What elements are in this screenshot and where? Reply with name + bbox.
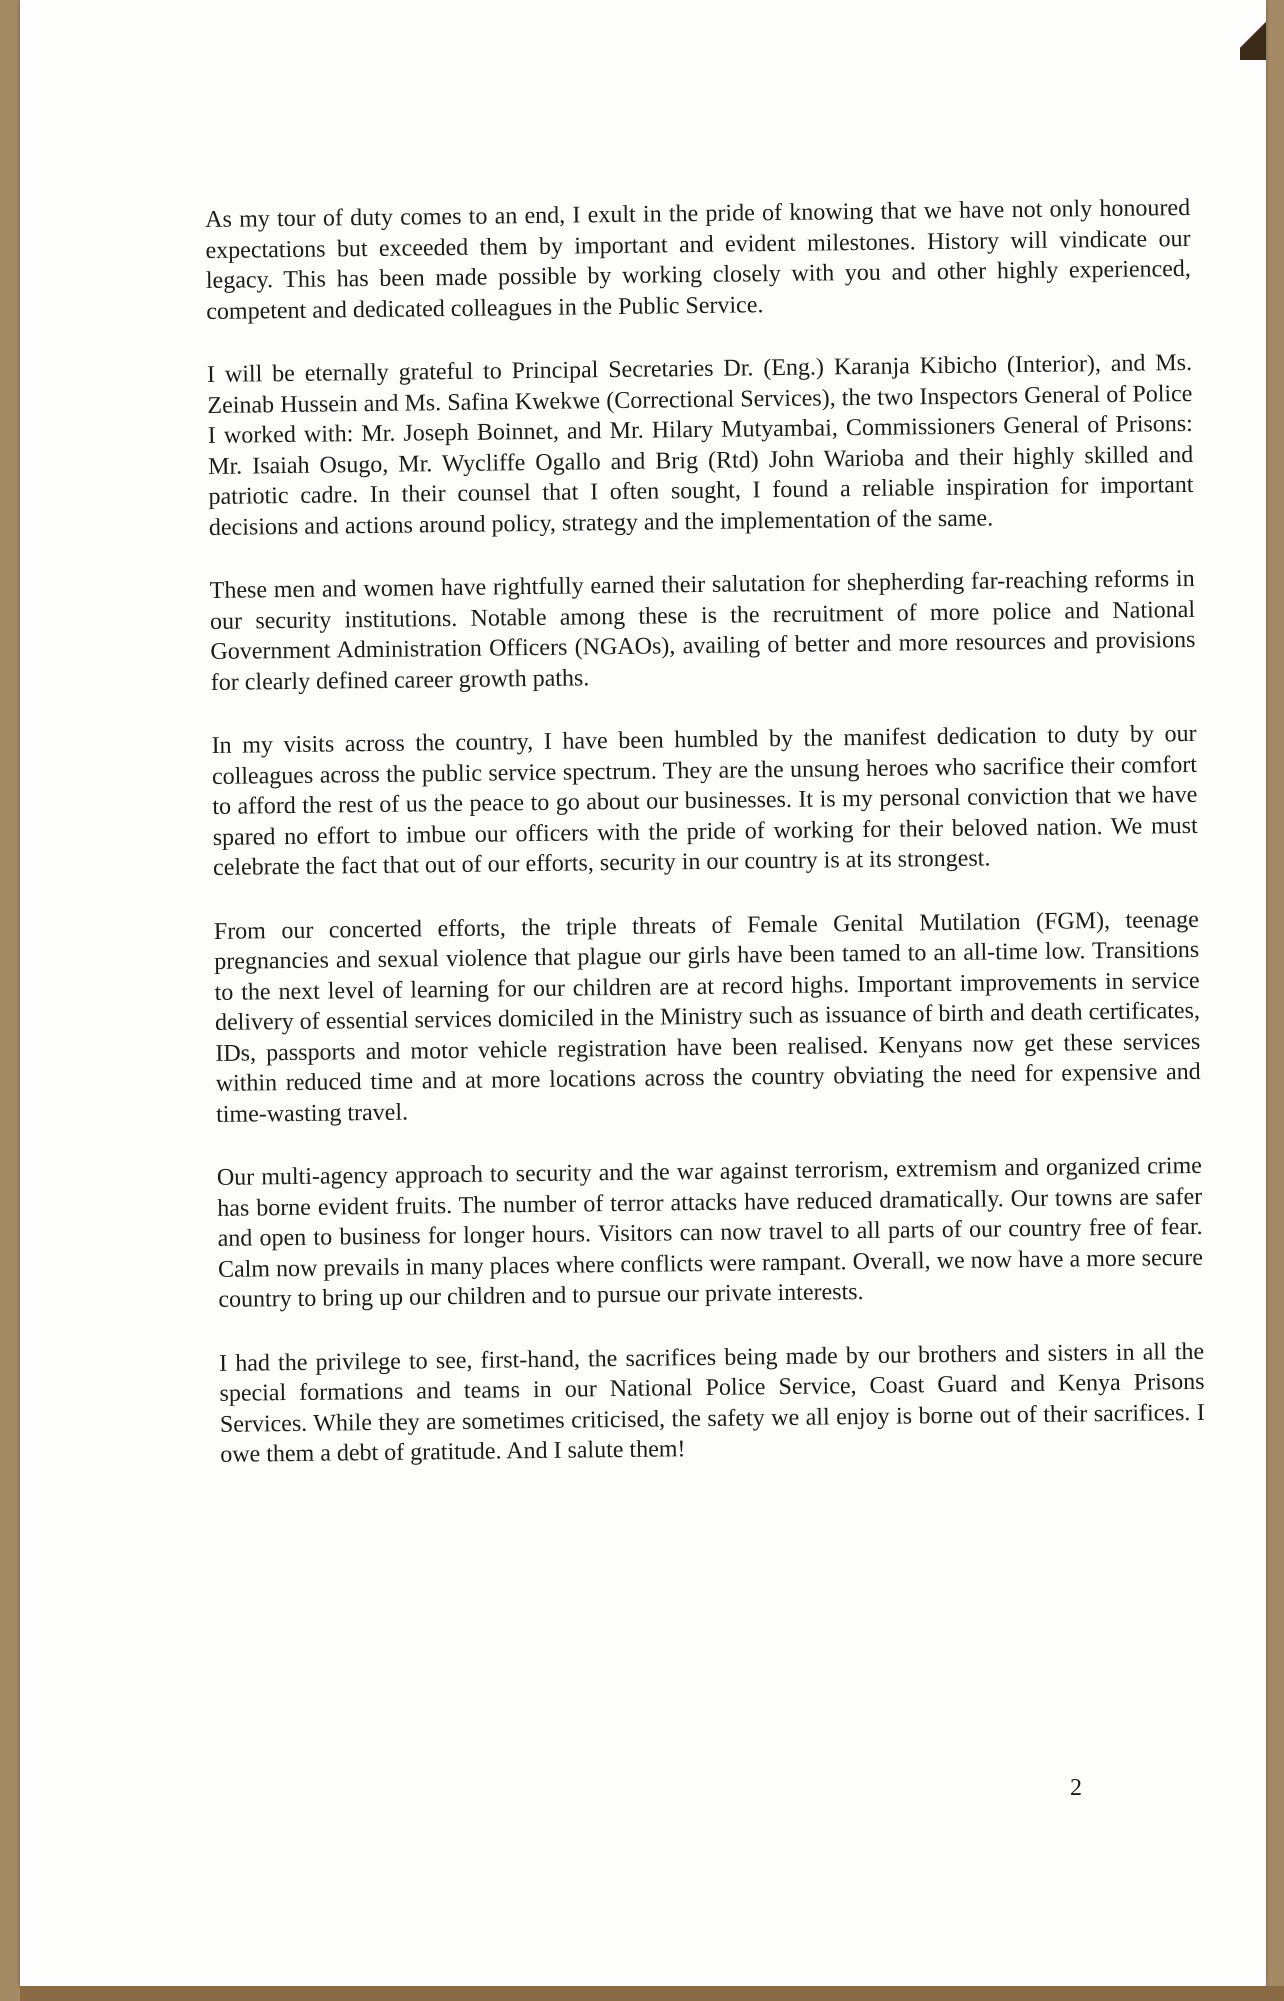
paragraph-3: These men and women have rightfully earned their salutation for shepherding far-reaching reforms in our security institutions. Notable among these is the recruitment of more police and National Government Administration Officers (NGAOs), availing of better and more resources and provisions for clearly defined career growth paths. [209, 565, 1196, 696]
paragraph-1: As my tour of duty comes to an end, I exult in the pride of knowing that we have not only honoured expectations but exceeded them by important and evident milestones. History will vindicate our legacy. This has been made possible by working closely with you and other highly experienced, competent and dedicated colleagues in the Public Service. [205, 194, 1192, 325]
paragraph-6: Our multi-agency approach to security and the war against terrorism, extremism and organized crime has borne evident fruits. The number of terror attacks have reduced dramatically. Our towns are safer and open to business for longer hours. Visitors can now travel to all parts of our country free of fear. Calm now prevails in many places where conflicts were rampant. Overall, we now have a more secure country to bring up our children and to pursue our private interests. [216, 1152, 1204, 1313]
paragraph-5: From our concerted efforts, the triple threats of Female Genital Mutilation (FGM), teenage pregnancies and sexual violence that plague our girls have been tamed to an all-time low. Transitions to the next level of learning for our children are at record highs. Important improvements in service delivery of essential services domiciled in the Ministry such as issuance of birth and death certificates, IDs, passports and motor vehicle registration have been realised. Kenyans now get these services within reduced time and at more locations across the country obviating the need for expensive and time-wasting travel. [213, 906, 1201, 1128]
page-edge-bottom [20, 1986, 1284, 2001]
page-number: 2 [1070, 1775, 1082, 1801]
paragraph-7: I had the privilege to see, first-hand, the sacrifices being made by our brothers and sisters in all the special formations and teams in our National Police Service, Coast Guard and Kenya Prisons Services. While they are sometimes criticised, the safety we all enjoy is borne out of their sacrifices. I owe them a debt of gratitude. And I salute them! [218, 1338, 1205, 1468]
paragraph-4: In my visits across the country, I have been humbled by the manifest dedication to duty by our colleagues across the public service spectrum. They are the unsung heroes who sacrifice their comfort to afford the rest of us the peace to go about our businesses. It is my personal conviction that we have spared no effort to imbue our officers with the pride of working for their beloved nation. We must celebrate the fact that out of our efforts, security in our country is at its strongest. [211, 720, 1198, 881]
paragraph-2: I will be eternally grateful to Principal Secretaries Dr. (Eng.) Karanja Kibicho (Interior), and Ms. Zeinab Hussein and Ms. Safina Kwekwe (Correctional Services), the two Inspectors General of Police I worked with: Mr. Joseph Boinnet, and Mr. Hilary Mutyambai, Commissioners General of Prisons: Mr. Isaiah Osugo, Mr. Wycliffe Ogallo and Brig (Rtd) John Warioba and their highly skilled and patriotic cadre. In their counsel that I often sought, I found a reliable inspiration for important decisions and actions around policy, strategy and the implementation of the same. [206, 349, 1194, 541]
document-body [205, 193, 1206, 1503]
page-corner-fold [1240, 0, 1266, 60]
